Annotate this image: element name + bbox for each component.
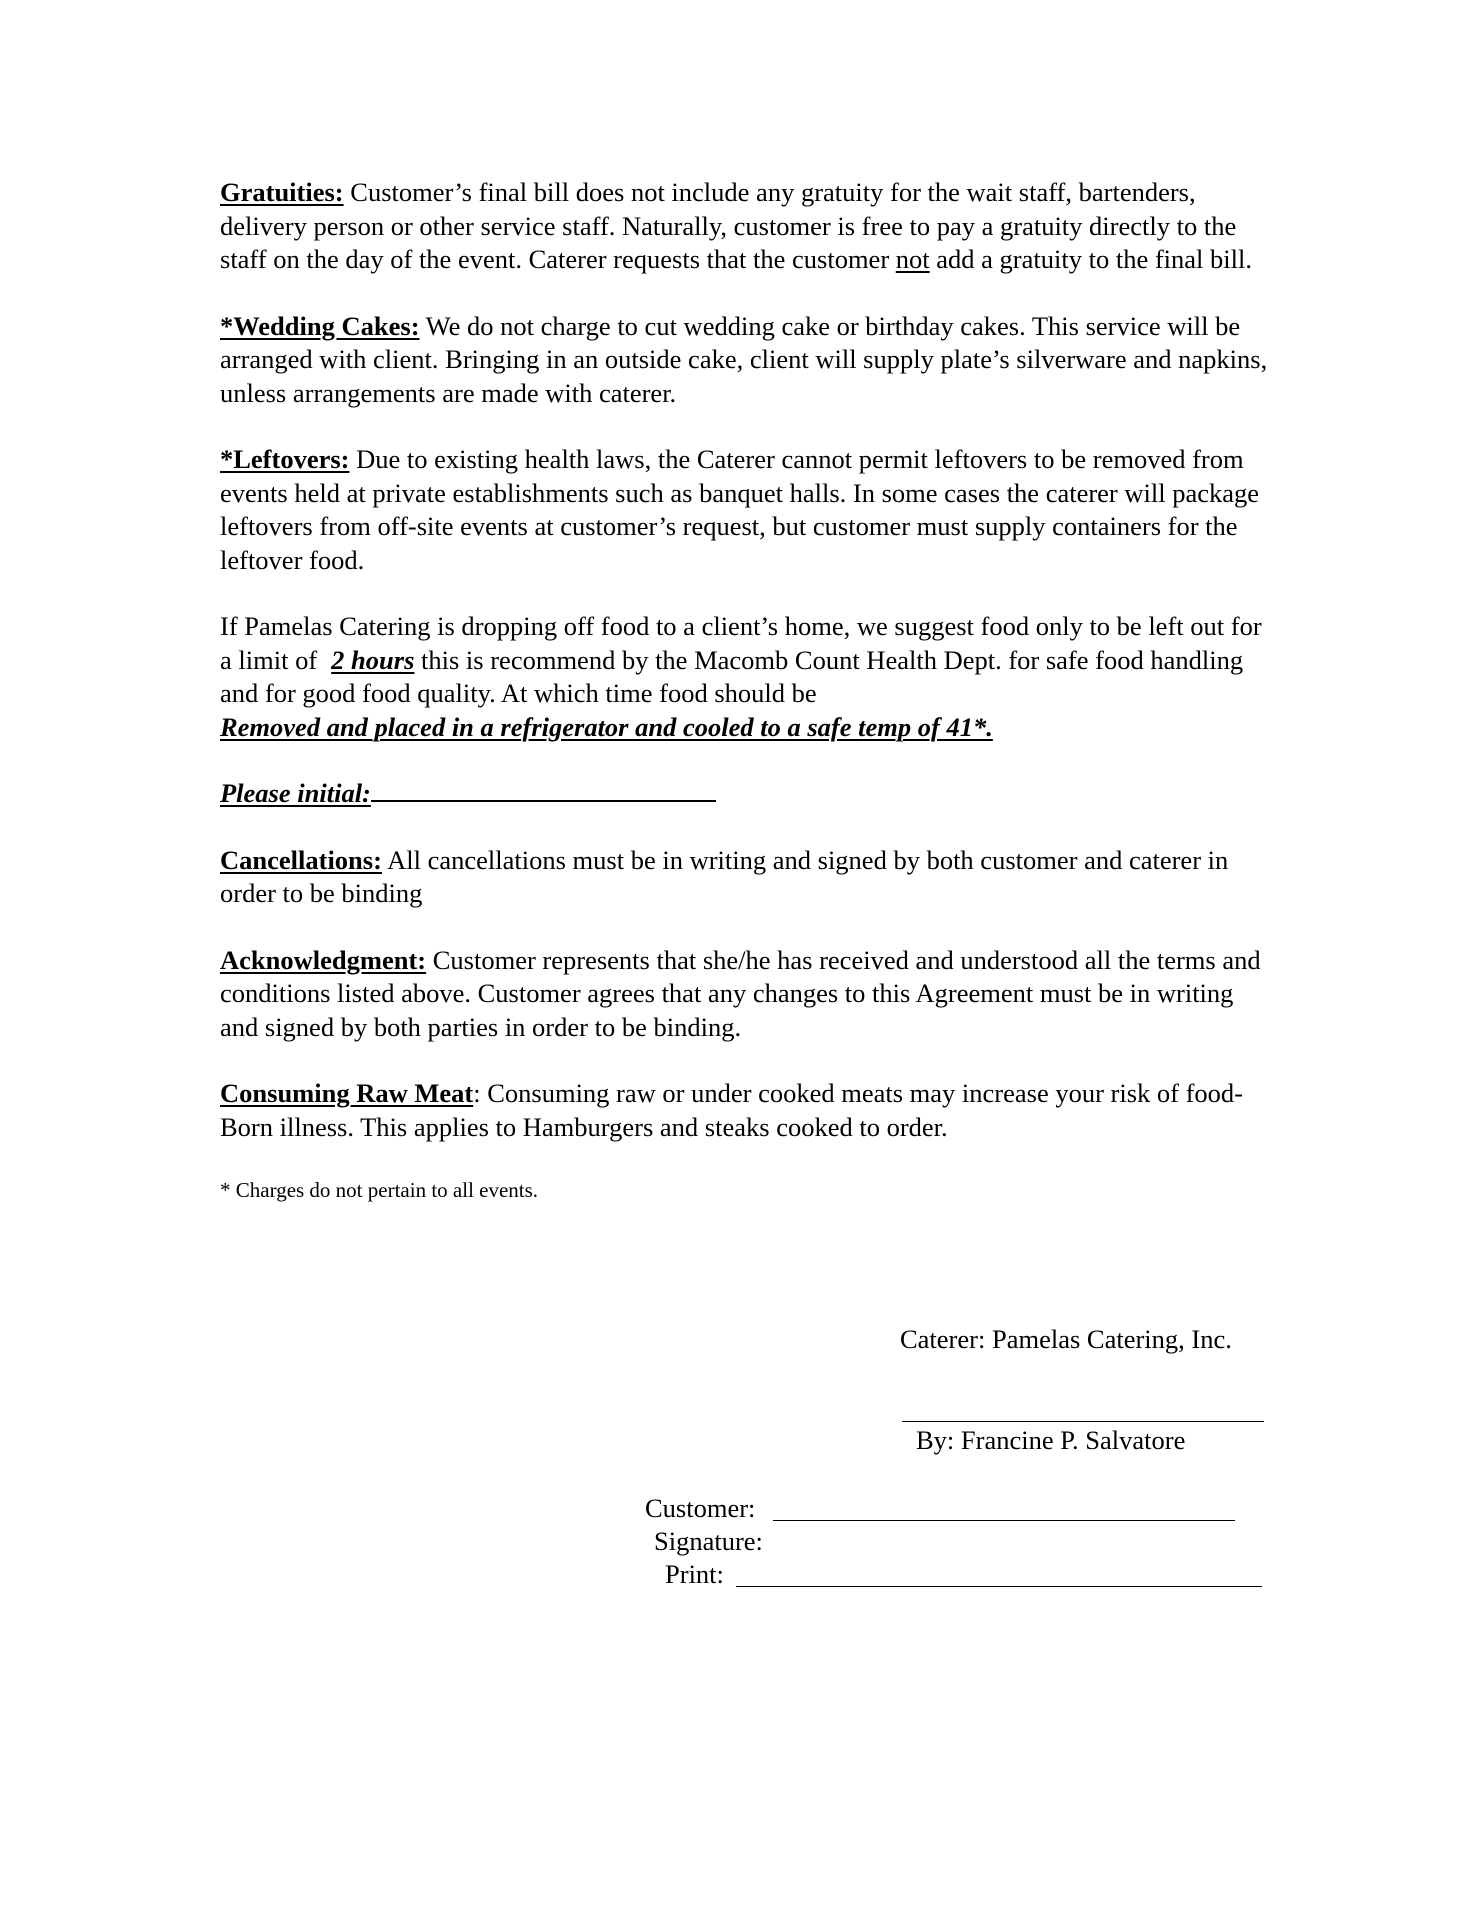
dropoff-hours: 2 hours: [331, 644, 415, 675]
cancellations-paragraph: [220, 844, 1270, 911]
gratuities-paragraph: [220, 176, 1270, 277]
acknowledgment-text: Customer represents that she/he has received and understood all the terms and conditions listed above. Customer agrees that any changes to this Agreement must be in writing and signed by both parties in order to be binding.: [220, 944, 1261, 1042]
print-name-line[interactable]: [736, 1586, 1262, 1587]
dropoff-text-2: this is recommend by the Macomb Count Health Dept. for safe food handling and for good food quality. At which time food should be: [220, 644, 1244, 708]
gratuities-not: not: [895, 244, 930, 274]
agreement-terms: [220, 176, 1270, 1203]
customer-signature-line[interactable]: [773, 1520, 1235, 1521]
gratuities-text-1: Customer’s final bill does not include any gratuity for the wait staff, bartenders, delivery person or other service staff. Naturally, customer is free to pay a gratuity directly to the staff on the day of the event. Caterer requests that the customer: [220, 177, 1237, 274]
cancellations-heading: Cancellations:: [220, 844, 382, 875]
caterer-signatory: By: Francine P. Salvatore: [916, 1425, 1186, 1455]
raw-meat-paragraph: [220, 1077, 1270, 1144]
wedding-cakes-heading: *Wedding Cakes:: [220, 310, 420, 341]
acknowledgment-heading: Acknowledgment:: [220, 944, 427, 975]
dropoff-emphasis: Removed and placed in a refrigerator and cooled to a safe temp of 41*.: [220, 711, 993, 742]
acknowledgment-paragraph: [220, 944, 1270, 1045]
wedding-cakes-paragraph: [220, 310, 1270, 411]
wedding-cakes-text: We do not charge to cut wedding cake or birthday cakes. This service will be arranged with client. Bringing in an outside cake, client will supply plate’s silverware and napkins, unless arrangements are made with caterer.: [220, 310, 1268, 408]
leftovers-paragraph: [220, 443, 1270, 577]
leftovers-text: Due to existing health laws, the Caterer cannot permit leftovers to be removed from events held at private establishments such as banquet halls. In some cases the caterer will package leftovers from off-site events at customer’s request, but customer must supply containers for the leftover food.: [220, 444, 1260, 575]
signature-label: Signature:: [654, 1526, 763, 1556]
initial-signature-line[interactable]: [371, 778, 716, 802]
customer-label: Customer:: [645, 1493, 756, 1523]
raw-meat-text: : Consuming raw or under cooked meats may increase your risk of food-Born illness. This applies to Hamburgers and steaks cooked to order.: [220, 1078, 1244, 1142]
raw-meat-heading: Consuming Raw Meat: [220, 1078, 474, 1108]
dropoff-text-1: If Pamelas Catering is dropping off food to a client’s home, we suggest food only to be left out for a limit of: [220, 611, 1262, 675]
caterer-name: Caterer: Pamelas Catering, Inc.: [900, 1324, 1232, 1354]
gratuities-text-2: add a gratuity to the final bill.: [929, 244, 1252, 274]
cancellations-text: All cancellations must be in writing and signed by both customer and caterer in order to be binding: [220, 844, 1229, 908]
initial-line-row: [220, 777, 1270, 811]
dropoff-paragraph: [220, 610, 1270, 744]
leftovers-heading: *Leftovers:: [220, 444, 350, 474]
gratuities-heading: Gratuities:: [220, 177, 344, 207]
charges-footnote: * Charges do not pertain to all events.: [220, 1178, 539, 1202]
print-label: Print:: [665, 1559, 724, 1589]
caterer-signature-line[interactable]: [902, 1421, 1264, 1422]
initial-label: Please initial:: [220, 778, 371, 808]
